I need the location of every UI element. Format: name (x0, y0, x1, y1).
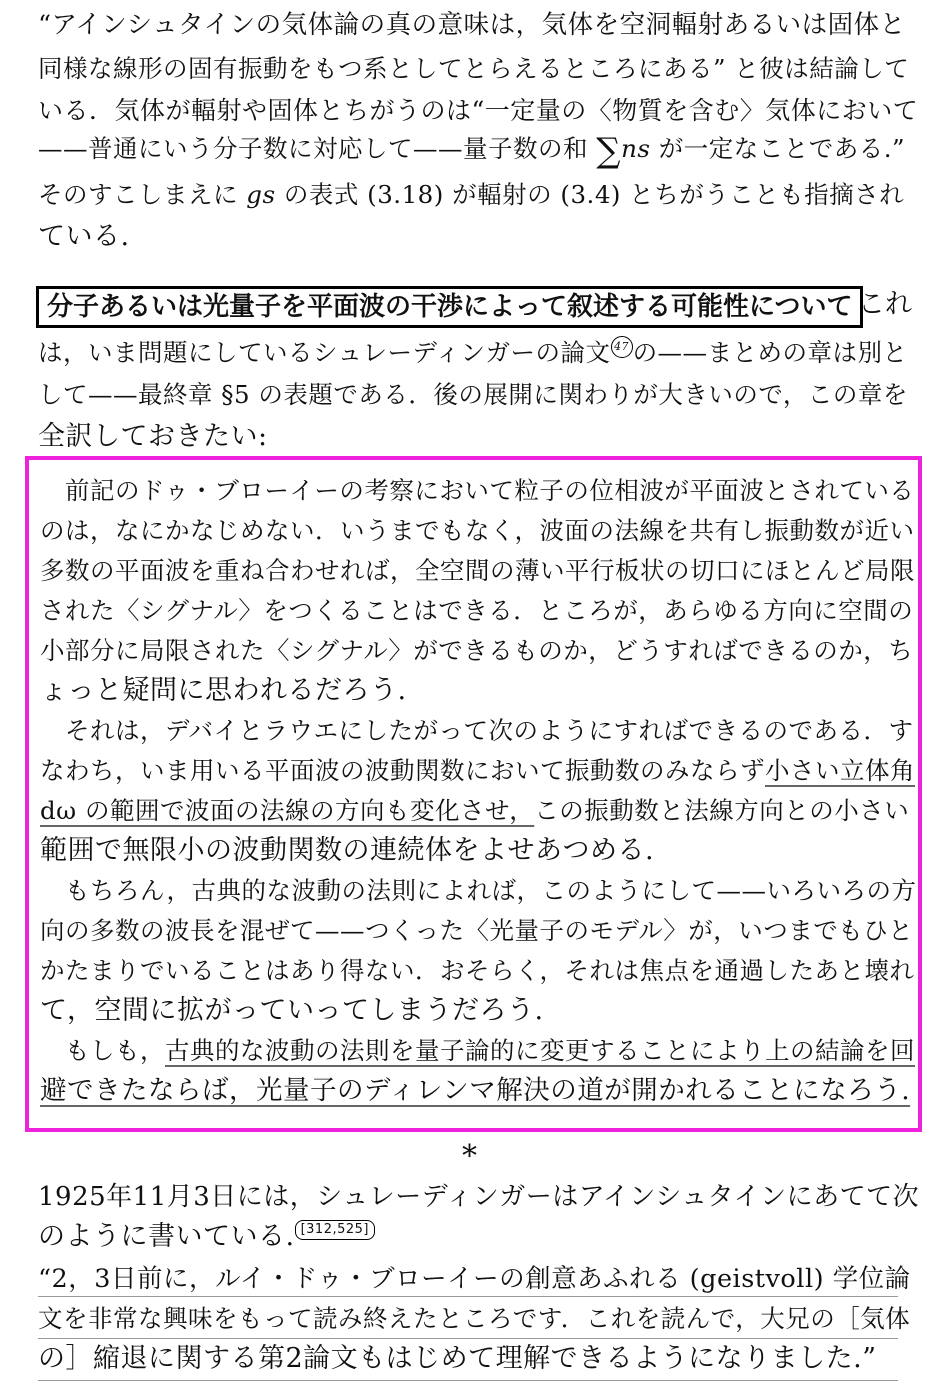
quote-line-9-end: この振動数と法線方向との小さい (534, 796, 910, 825)
quote-line-7: それは，デバイとラウエにしたがって次のようにすればできるのである．す (40, 716, 914, 745)
top-line-5-end: の表式 (3.18) が輻射の (3.4) とちがうことも指摘され (283, 180, 905, 209)
top-line-5-start: そのすこしまえに (38, 180, 238, 209)
heading-line-1-start: は，いま問題にしているシュレーディンガーの論文 (38, 338, 611, 367)
quote-line-16 (40, 1074, 910, 1108)
bottom-line-2-text: のように書いている. (38, 1221, 295, 1252)
quote-line-15 (40, 1034, 915, 1068)
reference-mark-47: 47 (611, 336, 633, 358)
bottom-line-4: 文を非常な興味をもって読み終えたところです．これを読んで，大兄の［気体 (38, 1304, 911, 1333)
heading-continuation: これ (858, 289, 912, 320)
heading-line-1 (38, 336, 908, 370)
heading-line-2: して——最終章 §5 の表題である．後の展開に関わりが大きいので，この章を (38, 380, 908, 409)
underlined-phrase-dilemma: 避できたならば，光量子のディレンマ解決の道が開かれることになろう. (40, 1075, 911, 1106)
heading-line-1-end: の——まとめの章は別と (632, 338, 908, 367)
underlined-phrase-domega: dω の範囲で波面の法線の方向も変化させ， (40, 796, 535, 825)
underline-rule-3 (38, 1380, 898, 1381)
quote-line-10: 範囲で無限小の波動関数の連続体をよせあつめる. (40, 835, 655, 866)
quote-line-11: もちろん，古典的な波動の法則によれば，このようにして——いろいろの方 (40, 876, 917, 905)
bottom-line-5: の］縮退に関する第2論文もはじめて理解できるようになりました.” (38, 1343, 877, 1374)
top-line-1: “アインシュタインの気体論の真の意味は，気体を空洞輻射あるいは固体と (38, 10, 906, 40)
underline-rule-2 (38, 1338, 898, 1339)
underline-rule-1 (38, 1296, 898, 1297)
underlined-phrase-classical-law: 古典的な波動の法則を量子論的に変更することにより上の結論を回 (165, 1036, 915, 1065)
top-line-5 (38, 178, 904, 212)
quote-line-9 (40, 794, 909, 828)
top-line-4-end: が一定なことである.” (658, 134, 906, 163)
sum-symbol: ∑ (596, 130, 622, 171)
bottom-line-2 (38, 1220, 375, 1254)
quote-line-12: 向の多数の波長を混ぜて——つくった〈光量子のモデル〉が，いつまでもひと (40, 916, 914, 945)
quote-line-14: て，空間に拡がっていってしまうだろう. (40, 995, 544, 1026)
quote-line-5: 小部分に局限された〈シグナル〉ができるものか，どうすればできるのか，ち (40, 636, 914, 665)
bottom-line-3: “2，3日前に，ルイ・ドゥ・ブローイーの創意あふれる (geistvoll) 学位論 (38, 1264, 911, 1294)
gs-symbol: gs (246, 180, 276, 209)
underlined-phrase-solid-angle: 小さい立体角 (765, 756, 915, 785)
quote-line-4: された〈シグナル〉をつくることはできる．ところが，あらゆる方向に空間の (40, 596, 914, 625)
quote-line-8-start: なわち，いま用いる平面波の波動関数において振動数のみならず (40, 756, 765, 785)
top-line-4-text: ——普通にいう分子数に対応して——量子数の和 (38, 134, 588, 163)
reference-box-312-525: [312,525] (295, 1220, 375, 1240)
top-line-4 (38, 130, 906, 171)
quote-line-8 (40, 754, 915, 788)
sum-variable: ns (621, 134, 651, 163)
top-line-2: 同様な線形の固有振動をもつ系としてとらえるところにある” と彼は結論して (38, 54, 910, 83)
top-line-6: ている. (38, 221, 130, 252)
quote-line-3: 多数の平面波を重ね合わせれば，全空間の薄い平行板状の切口にほとんど局限 (40, 556, 915, 585)
boxed-heading: 分子あるいは光量子を平面波の干渉によって叙述する可能性について (36, 286, 863, 328)
section-separator: * (462, 1139, 477, 1174)
heading-line-3: 全訳しておきたい: (38, 421, 268, 452)
quote-line-6: ょっと疑問に思われるだろう. (40, 675, 407, 706)
top-line-3: いる．気体が輻射や固体とちがうのは“一定量の〈物質を含む〉気体において (38, 96, 919, 125)
quote-line-2: のは，なにかなじめない．いうまでもなく，波面の法線を共有し振動数が近い (40, 516, 915, 545)
quote-line-1: 前記のドゥ・ブローイーの考察において粒子の位相波が平面波とされている (40, 476, 915, 505)
bottom-line-1: 1925年11月3日には，シュレーディンガーはアインシュタインにあてて次 (38, 1182, 920, 1212)
quote-line-15-start: もしも， (40, 1036, 165, 1065)
quote-line-13: かたまりでいることはあり得ない．おそらく，それは焦点を通過したあと壊れ (40, 956, 915, 985)
